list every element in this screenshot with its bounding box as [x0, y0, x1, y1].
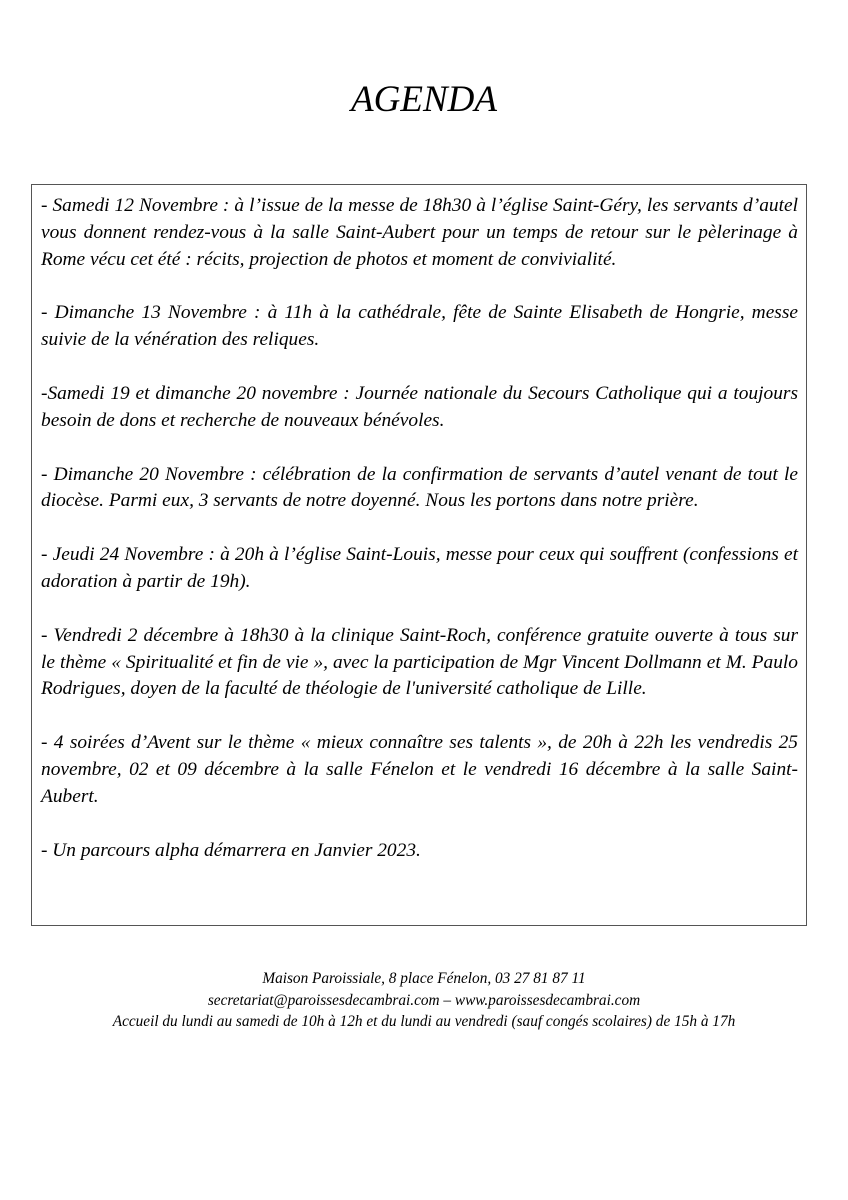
agenda-entry: - Jeudi 24 Novembre : à 20h à l’église Saint-Louis, messe pour ceux qui souffrent (confessions et adoration à partir de 19h). [41, 544, 798, 592]
footer-hours: Accueil du lundi au samedi de 10h à 12h et du lundi au vendredi (sauf congés scolaires) de 15h à 17h [112, 1013, 736, 1030]
agenda-entry: - Dimanche 13 Novembre : à 11h à la cathédrale, fête de Sainte Elisabeth de Hongrie, messe suivie de la vénération des reliques. [41, 302, 798, 351]
agenda-box [31, 184, 807, 926]
agenda-entry: - Dimanche 20 Novembre : célébration de la confirmation de servants d’autel venant de tout le diocèse. Parmi eux, 3 servants de notre doyenné. Nous les portons dans notre prière. [41, 463, 798, 512]
agenda-entry: - 4 soirées d’Avent sur le thème « mieux connaître ses talents », de 20h à 22h les vendredis 25 novembre, 02 et 09 décembre à la salle Fénelon et le vendredi 16 décembre à la salle Saint-Aubert. [41, 732, 798, 807]
agenda-entry: - Un parcours alpha démarrera en Janvier 2023. [41, 839, 421, 861]
footer-address: Maison Paroissiale, 8 place Fénelon, 03 27 81 87 11 [262, 970, 586, 987]
agenda-entry: - Vendredi 2 décembre à 18h30 à la clinique Saint-Roch, conférence gratuite ouverte à tous sur le thème « Spiritualité et fin de vie », avec la participation de Mgr Vincent Dollmann et M. Paulo Rodrigues, doyen de la faculté de théologie de l'université catholique de Lille. [41, 624, 798, 700]
page-title: AGENDA [351, 79, 497, 120]
agenda-entry: - Samedi 12 Novembre : à l’issue de la messe de 18h30 à l’église Saint-Géry, les servants d’autel vous donnent rendez-vous à la salle Saint-Aubert pour un temps de retour sur le pèlerinage à Rome vécu cet été : récits, projection de photos et moment de convivialité. [41, 195, 798, 270]
footer [0, 968, 848, 1033]
footer-contact: secretariat@paroissesdecambrai.com – www.paroissesdecambrai.com [207, 991, 641, 1009]
agenda-entry: -Samedi 19 et dimanche 20 novembre : Journée nationale du Secours Catholique qui a toujours besoin de dons et recherche de nouveaux bénévoles. [41, 382, 798, 431]
